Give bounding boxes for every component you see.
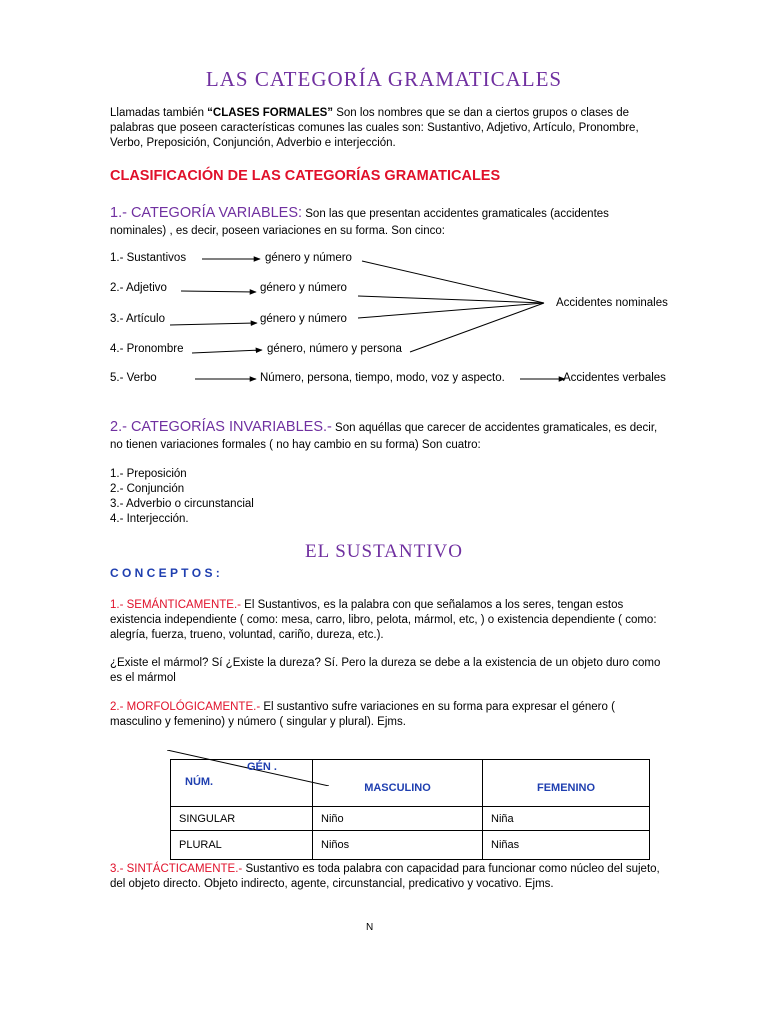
diagonal-header-cell (171, 760, 313, 807)
cell-fem: Niñas (483, 831, 650, 860)
semantic-text: El Sustantivos, es la palabra con que señalamos a los seres, tengan estos existencia independiente ( como: mesa, carro, libro, pelota, mármol, etc, ) o existencia dependiente ( como: alegría, fuerza, trueno, voluntad, cariño, dureza, etc.). (110, 599, 657, 641)
semantic-paragraph (110, 598, 665, 643)
sustantivo-title: EL SUSTANTIVO (304, 541, 463, 562)
verbal-label: Accidentes verbales (563, 372, 666, 384)
masc-header: MASCULINO (313, 760, 483, 807)
arrow-articulo (170, 323, 257, 325)
syntactic-text: Sustantivo es toda palabra con capacidad para funcionar como núcleo del sujeto, del objeto directo. Objeto indirecto, agente, circunstancial, predicativo y vocativo. Ejms. (110, 863, 660, 890)
invariables-dash: .- (323, 419, 332, 435)
variable-item-features: Número, persona, tiempo, modo, voz y aspecto. (260, 372, 505, 384)
variables-colon: : (298, 205, 303, 221)
row-label: SINGULAR (171, 807, 313, 831)
intro-bold: “CLASES FORMALES” (207, 107, 334, 119)
cell-masc: Niño (313, 807, 483, 831)
morph-paragraph (110, 700, 665, 730)
question-paragraph: ¿Existe el mármol? Sí ¿Existe la dureza? Sí. Pero la dureza se debe a la existencia de un objeto duro como es el mármol (110, 657, 661, 684)
table-row (171, 831, 650, 860)
cell-masc: Niños (313, 831, 483, 860)
semantic-label: 1.- SEMÁNTICAMENTE.- (110, 599, 241, 611)
invariables-text: Son aquéllas que carecer de accidentes gramaticales, es decir, no tienen variaciones formales ( no hay cambio en su forma) Son cuatro: (110, 422, 658, 451)
morph-text: El sustantivo sufre variaciones en su forma para expresar el género ( masculino y femenino) y número ( singular y plural). Ejms. (110, 701, 615, 728)
invariables-heading: 2.- CATEGORÍAS INVARIABLES (110, 419, 323, 435)
morph-label: 2.- MORFOLÓGICAMENTE.- (110, 701, 261, 713)
variable-item-name: 3.- Artículo (110, 313, 165, 325)
variables-heading: 1.- CATEGORÍA VARIABLES (110, 205, 299, 221)
gender-number-table (170, 759, 650, 860)
page-title: LAS CATEGORÍA GRAMATICALES (205, 67, 563, 91)
row-label: PLURAL (171, 831, 313, 860)
conceptos-heading: C O N C E P T O S : (110, 566, 220, 580)
syntactic-paragraph (110, 862, 665, 892)
classification-heading: CLASIFICACIÓN DE LAS CATEGORÍAS GRAMATICALES (110, 168, 501, 184)
variable-item-features: género y número (265, 252, 352, 264)
cell-fem: Niña (483, 807, 650, 831)
converge-line-3 (358, 303, 544, 318)
invariables-paragraph (110, 419, 665, 454)
variables-text: Son las que presentan accidentes gramaticales (accidentes nominales) , es decir, poseen variaciones en su forma. Son cinco: (110, 208, 609, 237)
arrow-adjetivo (181, 291, 256, 292)
invariable-item: 4.- Interjección. (110, 513, 189, 525)
variable-item-name: 2.- Adjetivo (110, 282, 167, 294)
num-header: NÚM. (185, 776, 214, 788)
converge-line-4 (410, 303, 544, 352)
arrow-pronombre (192, 350, 262, 353)
invariable-item: 2.- Conjunción (110, 483, 185, 495)
table-header-row (171, 760, 650, 807)
variable-item-features: género y número (260, 313, 347, 325)
nominal-label: Accidentes nominales (556, 297, 668, 309)
table-row (171, 807, 650, 831)
gen-header: GÉN . (247, 761, 277, 773)
variable-item-features: género, número y persona (267, 343, 402, 355)
variable-item-name: 4.- Pronombre (110, 343, 184, 355)
intro-lead: Llamadas también (110, 107, 208, 119)
fem-header: FEMENINO (483, 760, 650, 807)
invariable-item: 1.- Preposición (110, 468, 187, 480)
invariable-item: 3.- Adverbio o circunstancial (110, 498, 254, 510)
intro-rest: Son los nombres que se dan a ciertos grupos o clases de palabras que poseen características comunes las cuales son: Sustantivo, Adjetivo, Artículo, Pronombre, Verbo, Preposición, Conjunción, Adverbio e interjección. (110, 107, 639, 149)
variable-item-features: género y número (260, 282, 347, 294)
syntactic-label: 3.- SINTÁCTICAMENTE.- (110, 863, 243, 875)
page-footer: N (366, 922, 374, 933)
variable-item-name: 1.- Sustantivos (110, 252, 187, 264)
variable-item-name: 5.- Verbo (110, 372, 157, 384)
